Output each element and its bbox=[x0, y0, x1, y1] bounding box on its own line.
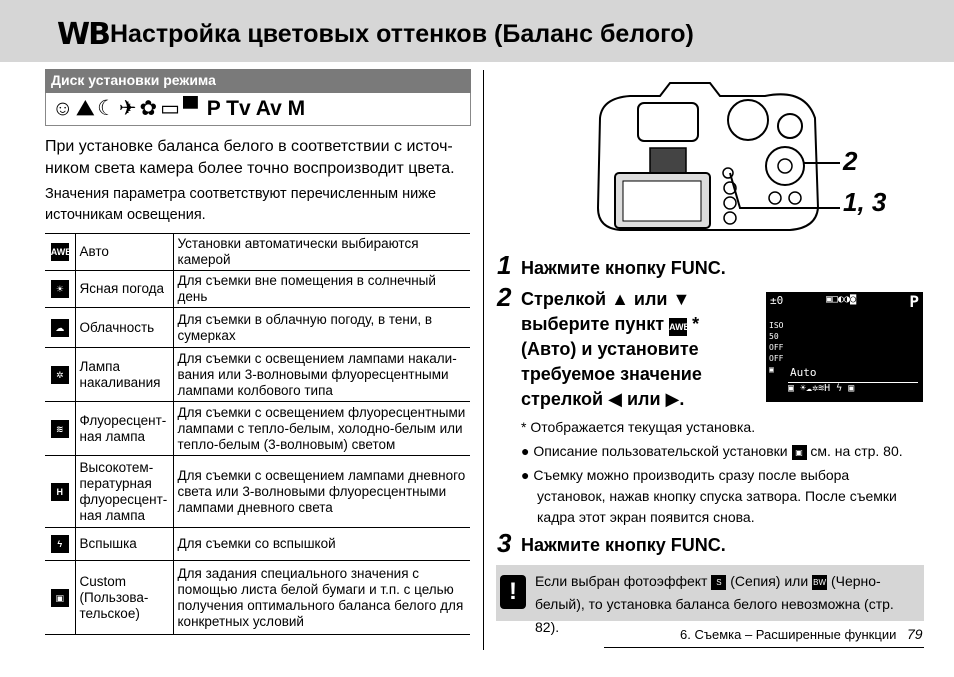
white-balance-table bbox=[45, 233, 470, 635]
table-cell-name: Авто bbox=[75, 234, 173, 271]
table-row bbox=[45, 528, 470, 561]
sun-icon: ☀ bbox=[51, 280, 69, 298]
step-2-number: 2 bbox=[497, 282, 512, 312]
footer-section: 6. Съемка – Расширенные функции bbox=[680, 627, 897, 642]
fluorescent-icon: ≋ bbox=[51, 420, 69, 438]
side-button-2 bbox=[724, 197, 736, 209]
step-2-line-1: Стрелкой ▲ или ▼ bbox=[521, 289, 691, 309]
lcd-menu: ISO 50 OFF OFF ▣ bbox=[769, 321, 784, 374]
night-icon: ☾ bbox=[97, 97, 116, 120]
step-2-line-4: требуемое значение bbox=[521, 364, 702, 384]
table-row bbox=[45, 348, 470, 402]
fluorescent-h-icon: H bbox=[51, 483, 69, 501]
landscape-icon: ⛰ bbox=[76, 97, 95, 120]
stitch-icon: ▭ bbox=[160, 97, 180, 120]
intro-paragraph: При установке баланса белого в соответствии с источ-ником света камера более точно воспроизводит цвета. bbox=[45, 138, 455, 177]
bullet-dot: ● bbox=[521, 467, 534, 483]
star-note: * Отображается текущая установка. bbox=[521, 419, 756, 435]
bullet-1 bbox=[521, 441, 921, 462]
column-divider bbox=[483, 70, 484, 650]
table-cell-desc: Для съемки со вспышкой bbox=[173, 528, 470, 561]
lcd-inner bbox=[623, 181, 701, 221]
callout-1-3: 1, 3 bbox=[843, 187, 887, 217]
footer-rule bbox=[604, 647, 924, 648]
viewfinder-eyepiece bbox=[650, 148, 686, 174]
movie-icon: ▀ bbox=[182, 97, 198, 120]
table-row bbox=[45, 234, 470, 271]
awb-icon: AWB bbox=[669, 318, 687, 336]
wb-icon: WB bbox=[57, 17, 109, 52]
table-row bbox=[45, 402, 470, 456]
flash-icon: ϟ bbox=[51, 535, 69, 553]
lcd-screenshot bbox=[766, 292, 923, 402]
lcd-mode: P bbox=[909, 292, 919, 311]
table-cell-desc: Для съемки в облачную погоду, в тени, в сумерках bbox=[173, 308, 470, 348]
custom-icon: ▣ bbox=[51, 589, 69, 607]
special-icon: ✿ bbox=[139, 97, 158, 120]
table-cell-desc: Для съемки вне помещения в солнечный день bbox=[173, 271, 470, 308]
step-2-star: * bbox=[692, 314, 700, 334]
page-header bbox=[0, 0, 954, 62]
custom-icon: ▣ bbox=[792, 445, 807, 460]
lcd-wb-strip: ▣ ☀☁✲≋H ϟ ▣ bbox=[788, 382, 918, 398]
bottom-button-1 bbox=[769, 192, 781, 204]
lcd-exposure: ±0 bbox=[770, 294, 784, 307]
table-cell-desc: Установки автоматически выбираются камерой bbox=[173, 234, 470, 271]
bullet-1-ref: см. на стр. 80. bbox=[810, 443, 903, 459]
table-row bbox=[45, 271, 470, 308]
warning-text-c: (Черно-белый), то установка баланса белого невозможна (стр. 82). bbox=[535, 573, 894, 635]
step-2-line-2-text: выберите пункт bbox=[521, 314, 665, 334]
table-cell-name: Облачность bbox=[75, 308, 173, 348]
table-cell-name: Высокотем-пературная флуоресцент-ная лампа bbox=[75, 456, 173, 528]
viewfinder bbox=[638, 103, 698, 141]
page-number: 79 bbox=[907, 626, 923, 642]
table-cell-name: Лампа накаливания bbox=[75, 348, 173, 402]
mode-letters: P Tv Av M bbox=[206, 97, 306, 120]
page-title: Настройка цветовых оттенков (Баланс белого) bbox=[110, 20, 694, 48]
step-3-text: Нажмите кнопку FUNC. bbox=[521, 535, 726, 555]
side-button-3 bbox=[724, 212, 736, 224]
step-1-number: 1 bbox=[497, 250, 512, 280]
awb-icon: AWB bbox=[51, 243, 69, 261]
sepia-icon: S bbox=[711, 575, 726, 590]
table-cell-name: Флуоресцент-ная лампа bbox=[75, 402, 173, 456]
step-2-line-2 bbox=[521, 312, 699, 337]
step-1-text: Нажмите кнопку FUNC. bbox=[521, 258, 726, 278]
table-cell-desc: Для задания специального значения с помощью листа белой бумаги и т.п. с целью получения оптимального баланса белого для конкретных условий bbox=[173, 561, 470, 635]
warning-icon: ! bbox=[500, 575, 526, 609]
bw-icon: BW bbox=[812, 575, 827, 590]
intro-note: Значения параметра соответствуют перечисленным ниже источникам освещения. bbox=[45, 186, 437, 223]
table-cell-name: Ясная погода bbox=[75, 271, 173, 308]
callout-2: 2 bbox=[843, 146, 858, 176]
step-2-line-3: (Авто) и установите bbox=[521, 339, 699, 359]
mode-dial bbox=[728, 100, 768, 140]
shutter-button bbox=[778, 114, 802, 138]
set-button bbox=[778, 159, 792, 173]
lcd-icons: ▣□◐◑◙ bbox=[826, 294, 857, 305]
bullet-2 bbox=[521, 465, 921, 528]
tungsten-icon: ✲ bbox=[51, 366, 69, 384]
table-row bbox=[45, 561, 470, 635]
table-cell-name: Вспышка bbox=[75, 528, 173, 561]
bullet-2-text: Съемку можно производить сразу после выбора установок, нажав кнопку спуска затвора. После съемки кадра этот экран появится снова. bbox=[533, 467, 897, 525]
cloud-icon: ☁ bbox=[51, 319, 69, 337]
table-cell-desc: Для съемки с освещением лампами дневного света или 3-волновыми флуоресцентными лампами дневного света bbox=[173, 456, 470, 528]
bottom-button-2 bbox=[789, 192, 801, 204]
lcd-auto-label: Auto bbox=[790, 366, 817, 379]
step-2-line-5: стрелкой ◀ или ▶. bbox=[521, 389, 685, 409]
table-cell-desc: Для съемки с освещением флуоресцентными лампами с тепло-белым, холодно-белым или тепло-белым (3-волновым) светом bbox=[173, 402, 470, 456]
mode-dial-label: Диск установки режима bbox=[45, 69, 471, 93]
portrait-icon: ☺ bbox=[52, 97, 74, 120]
warning-text-a: Если выбран фотоэффект bbox=[535, 573, 708, 589]
table-cell-name: Custom (Пользова-тельское) bbox=[75, 561, 173, 635]
warning-text-b: (Сепия) или bbox=[730, 573, 809, 589]
table-cell-desc: Для съемки с освещением лампами накали-вания или 3-волновыми флуоресцентными лампами колбового типа bbox=[173, 348, 470, 402]
step-3-number: 3 bbox=[497, 528, 512, 558]
mode-dial-icons bbox=[45, 93, 471, 126]
table-row bbox=[45, 456, 470, 528]
bullet-1-text: Описание пользовательской установки bbox=[533, 443, 788, 459]
table-row bbox=[45, 308, 470, 348]
bullet-dot: ● bbox=[521, 443, 530, 459]
sports-icon: ✈ bbox=[118, 97, 137, 120]
